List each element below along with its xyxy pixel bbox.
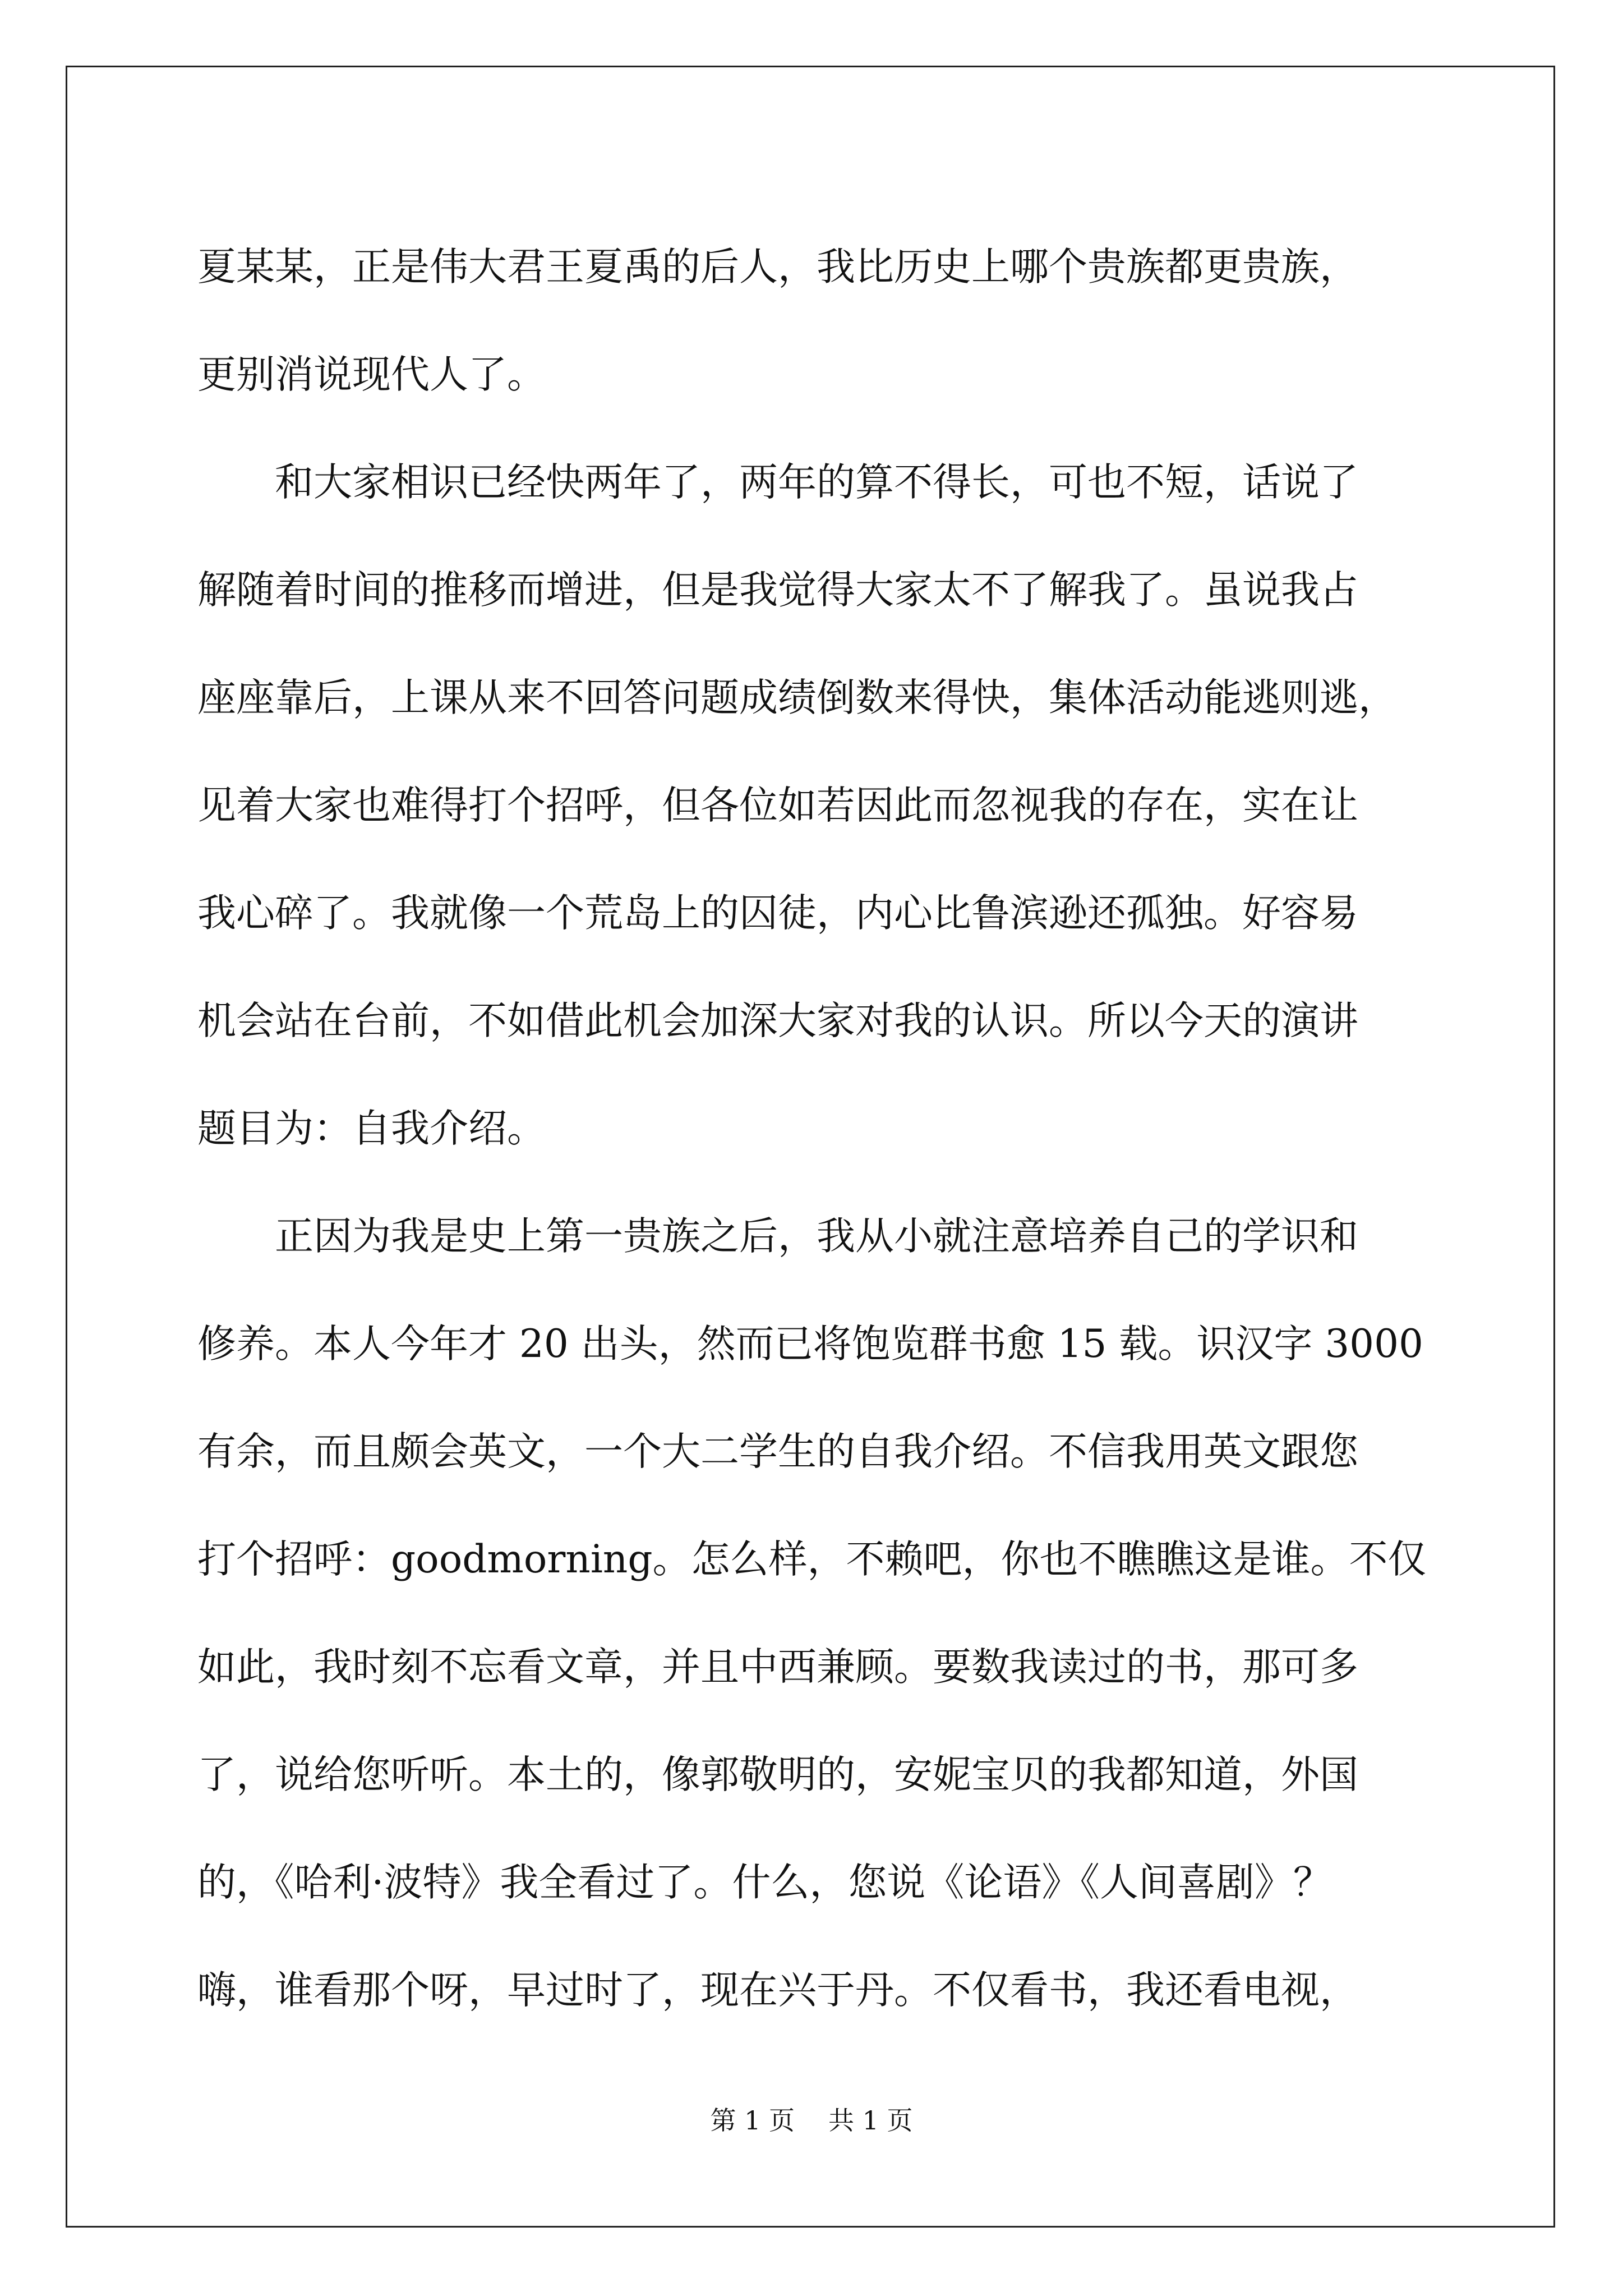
text-line: 嗨，谁看那个呀，早过时了，现在兴于丹。不仅看书，我还看电视， bbox=[197, 1968, 1358, 2013]
text-line: 修养。本人今年才 20 出头，然而已将饱览群书愈 15 载。识汉字 3000 bbox=[197, 1322, 1423, 1366]
text-line: 如此，我时刻不忘看文章，并且中西兼顾。要数我读过的书，那可多 bbox=[197, 1645, 1358, 1690]
text-line: 了，说给您听听。本土的，像郭敬明的，安妮宝贝的我都知道，外国 bbox=[197, 1752, 1358, 1797]
page-total: 共 1 页 bbox=[828, 2105, 913, 2136]
text-line: 正因为我是史上第一贵族之后，我从小就注意培养自己的学识和 bbox=[197, 1214, 1358, 1259]
page-footer bbox=[0, 2100, 1623, 2137]
page-number: 第 1 页 bbox=[710, 2105, 795, 2136]
text-line: 夏某某，正是伟大君王夏禹的后人，我比历史上哪个贵族都更贵族， bbox=[197, 245, 1358, 289]
text-line: 更别消说现代人了。 bbox=[197, 352, 546, 397]
text-line: 解随着时间的推移而增进，但是我觉得大家太不了解我了。虽说我占 bbox=[197, 568, 1358, 613]
text-line: 见着大家也难得打个招呼，但各位如若因此而忽视我的存在，实在让 bbox=[197, 783, 1358, 828]
text-line: 的，《哈利·波特》我全看过了。什么，您说《论语》《人间喜剧》？ bbox=[197, 1860, 1332, 1905]
text-line: 打个招呼：goodmorning。怎么样，不赖吧，你也不瞧瞧这是谁。不仅 bbox=[197, 1537, 1427, 1582]
text-line: 有余，而且颇会英文，一个大二学生的自我介绍。不信我用英文跟您 bbox=[197, 1429, 1358, 1474]
text-line: 和大家相识已经快两年了，两年的算不得长，可也不短，话说了 bbox=[197, 460, 1358, 505]
text-line: 机会站在台前，不如借此机会加深大家对我的认识。所以今天的演讲 bbox=[197, 999, 1358, 1043]
document-body bbox=[197, 213, 1431, 2044]
text-line: 座座靠后，上课从来不回答问题成绩倒数来得快，集体活动能逃则逃， bbox=[197, 675, 1397, 720]
text-line: 题目为：自我介绍。 bbox=[197, 1106, 546, 1151]
text-line: 我心碎了。我就像一个荒岛上的囚徒，内心比鲁滨逊还孤独。好容易 bbox=[197, 891, 1358, 936]
